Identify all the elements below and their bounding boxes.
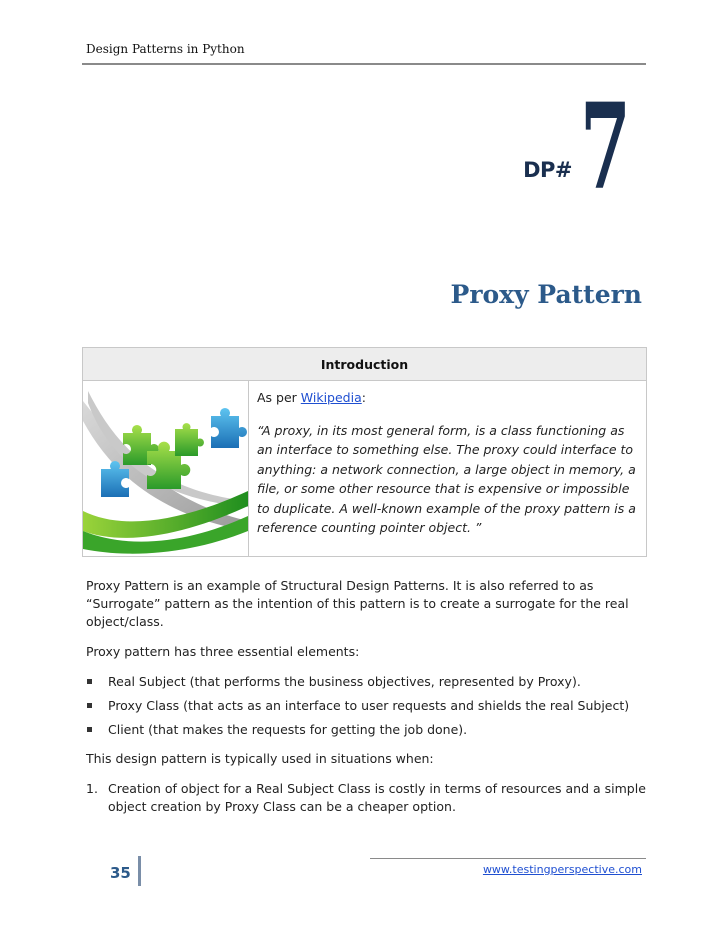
usage-list — [86, 780, 646, 816]
wikipedia-quote: “A proxy, in its most general form, is a class functioning as an interface to something else. The proxy could interface to anything: a network connection, a large object in memory, a file, or some other resource that is expensive or impossible to duplicate. A well-known example of the proxy pattern is a reference counting pointer object. ” — [257, 422, 636, 535]
lead-suffix: : — [361, 390, 366, 405]
website-link[interactable]: www.testingperspective.com — [482, 863, 642, 876]
paragraph-elements-intro: Proxy pattern has three essential elements: — [86, 644, 360, 659]
introduction-text — [249, 381, 646, 557]
list-item: Proxy Class (that acts as an interface to user requests and shields the real Subject) — [86, 697, 646, 715]
list-item-text: Creation of object for a Real Subject Class is costly in terms of resources and a simple object creation by Proxy Class can be a cheaper option. — [108, 781, 646, 814]
body-content — [86, 577, 646, 816]
page-number: 35 — [110, 864, 131, 882]
list-item: Client (that makes the requests for getting the job done). — [86, 721, 646, 739]
introduction-heading: Introduction — [83, 348, 646, 381]
intro-lead — [257, 388, 636, 408]
paragraph-definition: Proxy Pattern is an example of Structural Design Patterns. It is also referred to as “Surrogate” pattern as the intention of this pattern is to create a surrogate for the real object/class. — [86, 578, 629, 629]
introduction-table — [82, 347, 647, 557]
wikipedia-link[interactable]: Wikipedia — [300, 390, 362, 405]
chapter-number: 7 — [580, 77, 631, 216]
list-number: 1. — [86, 781, 98, 796]
list-item — [86, 780, 646, 816]
lead-prefix: As per — [257, 390, 301, 405]
footer-rule — [370, 858, 646, 859]
puzzle-pieces-icon — [83, 381, 249, 557]
elements-list — [86, 673, 646, 739]
list-item: Real Subject (that performs the business objectives, represented by Proxy). — [86, 673, 646, 691]
page-number-bar — [138, 856, 141, 886]
running-header: Design Patterns in Python — [86, 42, 245, 56]
header-rule — [82, 63, 646, 65]
chapter-title: Proxy Pattern — [450, 280, 642, 309]
paragraph-usage-intro: This design pattern is typically used in situations when: — [86, 751, 434, 766]
chapter-prefix: DP# — [523, 158, 572, 182]
chapter-label — [523, 77, 631, 216]
